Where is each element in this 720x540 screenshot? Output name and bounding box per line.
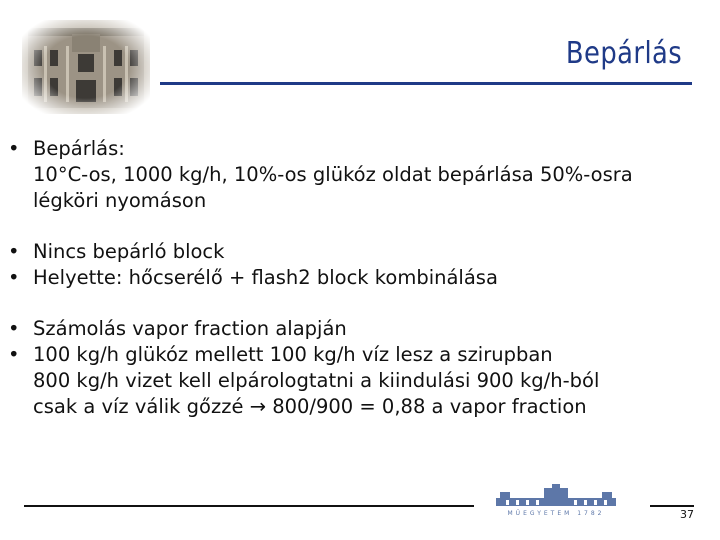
bullet-line: • Bepárlás:	[33, 137, 125, 160]
bullet-line: • Helyette: hőcserélő + flash2 block kombinálása	[33, 266, 498, 289]
title-underline	[160, 82, 692, 85]
bullet-group-3	[8, 316, 698, 420]
slide-title: Bepárlás	[565, 36, 682, 71]
bullet-group-1	[8, 136, 698, 214]
logo-text: MŰEGYETEM 1782	[507, 510, 605, 517]
slide-content	[8, 136, 698, 420]
bullet-line: 800 kg/h vizet kell elpárologtatni a kiindulási 900 kg/h-ból	[33, 369, 600, 392]
building-photo-image	[22, 20, 150, 114]
bullet-line: • Számolás vapor fraction alapján	[33, 317, 347, 340]
footer-rule-right	[650, 505, 694, 507]
bullet-line: légköri nyomáson	[33, 189, 207, 212]
bullet-item	[8, 316, 698, 342]
footer-rule-left	[24, 505, 474, 507]
university-logo	[486, 484, 626, 518]
bullet-line: • 100 kg/h glükóz mellett 100 kg/h víz lesz a szirupban	[33, 343, 553, 366]
bullet-line: 10°C-os, 1000 kg/h, 10%-os glükóz oldat bepárlása 50%-osra	[33, 163, 633, 186]
bullet-line: csak a víz válik gőzzé → 800/900 = 0,88 a vapor fraction	[33, 395, 587, 418]
bullet-item	[8, 265, 698, 291]
page-number: 37	[680, 508, 694, 521]
bullet-group-2	[8, 239, 698, 291]
bullet-line: • Nincs bepárló block	[33, 240, 225, 263]
bullet-item	[8, 239, 698, 265]
university-logo-icon	[486, 484, 626, 518]
header-building-photo	[22, 20, 150, 114]
bullet-item	[8, 342, 698, 420]
bullet-item	[8, 136, 698, 214]
